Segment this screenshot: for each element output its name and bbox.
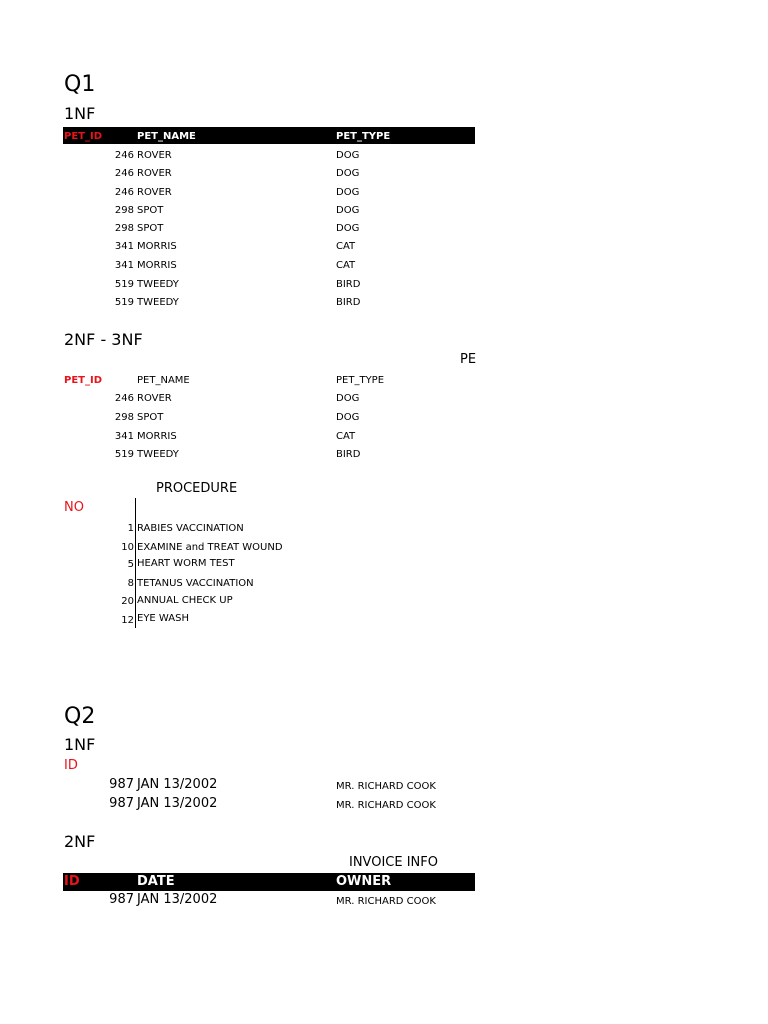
- q2-1nf-row-date: JAN 13/2002: [137, 777, 218, 792]
- q2-title: Q2: [64, 704, 96, 729]
- q1-1nf-row-id: 246: [114, 150, 134, 161]
- q1-2nf-row-type: DOG: [336, 412, 360, 423]
- q1-1nf-row-name: MORRIS: [137, 260, 177, 271]
- q1-1nf-row-type: DOG: [336, 168, 360, 179]
- q1-1nf-heading: 1NF: [64, 104, 96, 123]
- q2-1nf-heading: 1NF: [64, 735, 96, 754]
- q1-procedure-no: 10: [121, 542, 134, 553]
- q1-1nf-row-type: DOG: [336, 150, 360, 161]
- q1-1nf-row-id: 341: [114, 260, 134, 271]
- q2-2nf-row-owner: MR. RICHARD COOK: [336, 896, 436, 907]
- q1-procedure-no: 1: [127, 523, 134, 534]
- q1-2nf-row-name: MORRIS: [137, 431, 177, 442]
- q1-procedure-divider: [135, 498, 136, 628]
- q1-title: Q1: [64, 72, 96, 97]
- q1-1nf-row-type: BIRD: [336, 297, 361, 308]
- q1-2nf-row-type: DOG: [336, 393, 360, 404]
- q1-1nf-row-id: 519: [114, 279, 134, 290]
- q1-procedure-no: 20: [121, 596, 134, 607]
- q1-procedure-no: 5: [127, 559, 134, 570]
- q1-2nf-col-pet-type: PET_TYPE: [336, 375, 385, 386]
- q1-1nf-row-name: SPOT: [137, 223, 164, 234]
- q1-2nf-row-type: CAT: [336, 431, 356, 442]
- q1-procedure-no: 12: [121, 615, 134, 626]
- q1-1nf-row-name: ROVER: [137, 187, 172, 198]
- q1-2nf-row-type: BIRD: [336, 449, 361, 460]
- q2-2nf-col-owner: OWNER: [336, 874, 392, 889]
- q1-2nf-3nf-heading: 2NF - 3NF: [64, 330, 143, 349]
- q1-procedure-no: 8: [127, 578, 134, 589]
- q1-procedure-title: PROCEDURE: [156, 481, 238, 496]
- q1-2nf-col-pet-name: PET_NAME: [137, 375, 190, 386]
- q2-1nf-row-id: 987: [109, 777, 134, 792]
- q1-2nf-row-id: 246: [114, 393, 134, 404]
- q1-procedure-name: EYE WASH: [137, 613, 189, 624]
- q1-2nf-row-id: 519: [114, 449, 134, 460]
- q1-1nf-row-type: DOG: [336, 187, 360, 198]
- q1-2nf-col-pet-id: PET_ID: [64, 375, 103, 386]
- q1-procedure-name: ANNUAL CHECK UP: [137, 595, 233, 606]
- q1-procedure-name: RABIES VACCINATION: [137, 523, 244, 534]
- q1-2nf-row-name: ROVER: [137, 393, 172, 404]
- q2-1nf-row-date: JAN 13/2002: [137, 796, 218, 811]
- q1-1nf-row-type: DOG: [336, 223, 360, 234]
- q1-2nf-row-name: TWEEDY: [137, 449, 179, 460]
- q1-1nf-row-type: BIRD: [336, 279, 361, 290]
- q1-1nf-col-pet-name: PET_NAME: [137, 131, 196, 142]
- q1-1nf-row-type: CAT: [336, 241, 356, 252]
- q1-procedure-name: HEART WORM TEST: [137, 558, 235, 569]
- q2-2nf-col-id: ID: [64, 874, 80, 889]
- q2-2nf-header-bar: [63, 873, 475, 891]
- q2-1nf-row-owner: MR. RICHARD COOK: [336, 781, 436, 792]
- q2-1nf-row-owner: MR. RICHARD COOK: [336, 800, 436, 811]
- q2-2nf-col-date: DATE: [137, 874, 175, 889]
- q1-1nf-row-id: 246: [114, 168, 134, 179]
- q2-2nf-table-title: INVOICE INFO: [349, 855, 438, 870]
- q1-1nf-header-bar: [63, 127, 475, 144]
- q2-1nf-row-id: 987: [109, 796, 134, 811]
- q1-1nf-row-id: 298: [114, 205, 134, 216]
- q1-1nf-row-id: 341: [114, 241, 134, 252]
- q1-procedure-name: TETANUS VACCINATION: [137, 578, 254, 589]
- q1-1nf-row-id: 298: [114, 223, 134, 234]
- q1-1nf-row-id: 246: [114, 187, 134, 198]
- q2-2nf-row-id: 987: [109, 892, 134, 907]
- q2-1nf-id-label: ID: [64, 758, 78, 773]
- q1-2nf-row-name: SPOT: [137, 412, 164, 423]
- q1-1nf-row-name: TWEEDY: [137, 297, 179, 308]
- q1-1nf-col-pet-type: PET_TYPE: [336, 131, 391, 142]
- q1-1nf-row-name: MORRIS: [137, 241, 177, 252]
- q1-procedure-no-label: NO: [64, 500, 84, 515]
- q1-1nf-row-name: SPOT: [137, 205, 164, 216]
- q1-1nf-row-type: DOG: [336, 205, 360, 216]
- q1-procedure-name: EXAMINE and TREAT WOUND: [137, 542, 283, 553]
- q1-2nf-3nf-side-label: PE: [460, 352, 477, 367]
- q1-2nf-row-id: 341: [114, 431, 134, 442]
- q2-2nf-heading: 2NF: [64, 832, 96, 851]
- q1-1nf-row-type: CAT: [336, 260, 356, 271]
- q1-1nf-row-id: 519: [114, 297, 134, 308]
- q1-1nf-row-name: ROVER: [137, 168, 172, 179]
- q1-2nf-row-id: 298: [114, 412, 134, 423]
- q2-2nf-row-date: JAN 13/2002: [137, 892, 218, 907]
- q1-1nf-row-name: ROVER: [137, 150, 172, 161]
- q1-1nf-row-name: TWEEDY: [137, 279, 179, 290]
- q1-1nf-col-pet-id: PET_ID: [64, 131, 103, 142]
